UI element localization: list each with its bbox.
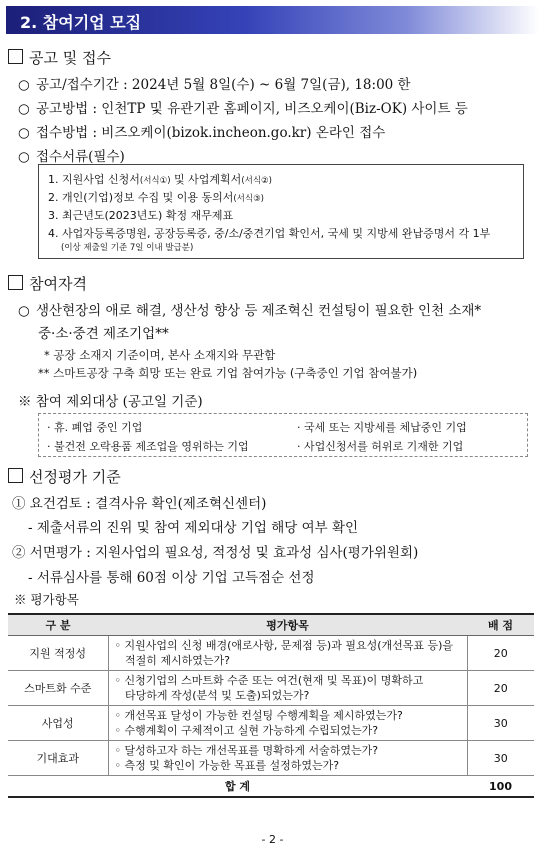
score-cell: 20	[467, 636, 534, 671]
checkbox-square-icon	[8, 49, 23, 64]
exclusion-box	[38, 413, 528, 457]
document-footnote: (이상 제출일 기준 7일 이내 발급분)	[61, 243, 194, 253]
document-item: 2. 개인(기업)정보 수집 및 이용 동의서(서식③)	[48, 191, 265, 204]
page-number: - 2 -	[261, 833, 284, 846]
notice-item: ○ 접수방법 : 비즈오케이(bizok.incheon.go.kr) 온라인 접수	[18, 125, 386, 141]
eligibility-heading: 참여자격	[8, 273, 87, 294]
category-cell: 기대효과	[8, 741, 108, 776]
document-item: 4. 사업자등록증명원, 공장등록증, 중/소/중견기업 확인서, 국세 및 지방세 완납증명서 각 1부	[48, 227, 491, 240]
score-cell: 30	[467, 741, 534, 776]
criteria-cell: ◦ 신청기업의 스마트화 수준 또는 여건(현재 및 목표)이 명확하고 타당하게 작성(분석 및 도출)되었는가?	[108, 671, 467, 706]
eligibility-note: * 공장 소재지 기준이며, 본사 소재지와 무관함	[44, 348, 276, 362]
score-cell: 30	[467, 706, 534, 741]
category-cell: 사업성	[8, 706, 108, 741]
table-row	[8, 741, 534, 776]
exclusion-item: · 사업신청서를 허위로 기재한 기업	[297, 440, 464, 453]
notice-heading: 공고 및 접수	[8, 47, 111, 68]
eligibility-line: ○ 생산현장의 애로 해결, 생산성 향상 등 제조혁신 컨설팅이 필요한 인천 소재*	[18, 303, 482, 319]
exclusion-item: · 휴. 폐업 중인 기업	[47, 421, 143, 434]
notice-item: ○ 공고/접수기간 : 2024년 5월 8일(수) ~ 6월 7일(금), 18:00 한	[18, 77, 411, 93]
checkbox-square-icon	[8, 468, 23, 483]
criteria-cell: ◦ 지원사업의 신청 배경(애로사항, 문제점 등)과 필요성(개선목표 등)을 적절히 제시하였는가?	[108, 636, 467, 671]
category-cell: 스마트화 수준	[8, 671, 108, 706]
table-row	[8, 636, 534, 671]
table-row	[8, 671, 534, 706]
total-score: 100	[467, 776, 534, 798]
exclusion-title: ※ 참여 제외대상 (공고일 기준)	[18, 394, 203, 410]
selection-heading: 선정평가 기준	[8, 466, 121, 487]
table-total-row	[8, 776, 534, 798]
checkbox-square-icon	[8, 275, 23, 290]
eligibility-note: ** 스마트공장 구축 희망 또는 완료 기업 참여가능 (구축중인 기업 참여불가)	[38, 366, 418, 380]
column-header: 평가항목	[108, 614, 467, 636]
notice-item: ○ 접수서류(필수)	[18, 149, 125, 165]
table-row	[8, 706, 534, 741]
table-header-row	[8, 614, 534, 636]
total-label: 합 계	[8, 776, 467, 798]
exclusion-item: · 불건전 오락용품 제조업을 영위하는 기업	[47, 440, 249, 453]
section-banner	[6, 6, 539, 34]
column-header: 구 분	[8, 614, 108, 636]
table-title: ※ 평가항목	[14, 592, 79, 607]
selection-step: ② 서면평가 : 지원사업의 필요성, 적정성 및 효과성 심사(평가위원회)	[12, 545, 419, 561]
selection-substep: - 서류심사를 통해 60점 이상 기업 고득점순 선정	[28, 570, 315, 586]
document-item: 3. 최근년도(2023년도) 확정 재무제표	[48, 209, 234, 222]
document-item: 1. 지원사업 신청서(서식①) 및 사업계획서(서식②)	[48, 173, 272, 186]
exclusion-item: · 국세 또는 지방세를 체납중인 기업	[297, 421, 467, 434]
score-cell: 20	[467, 671, 534, 706]
evaluation-table	[8, 613, 534, 798]
criteria-cell: ◦ 개선목표 달성이 가능한 컨설팅 수행계획을 제시하였는가? ◦ 수행계획이 구체적이고 실현 가능하게 수립되었는가?	[108, 706, 467, 741]
selection-substep: - 제출서류의 진위 및 참여 제외대상 기업 해당 여부 확인	[28, 520, 359, 536]
eligibility-line: 중·소·중견 제조기업**	[38, 326, 169, 342]
category-cell: 지원 적정성	[8, 636, 108, 671]
required-documents-box	[38, 164, 524, 259]
notice-item: ○ 공고방법 : 인천TP 및 유관기관 홈페이지, 비즈오케이(Biz-OK) 사이트 등	[18, 101, 468, 117]
selection-step: ① 요건검토 : 결격사유 확인(제조혁신센터)	[12, 496, 267, 512]
criteria-cell: ◦ 달성하고자 하는 개선목표를 명확하게 서술하였는가? ◦ 측정 및 확인이 가능한 목표를 설정하였는가?	[108, 741, 467, 776]
column-header: 배 점	[467, 614, 534, 636]
section-title: 2. 참여기업 모집	[20, 13, 142, 32]
